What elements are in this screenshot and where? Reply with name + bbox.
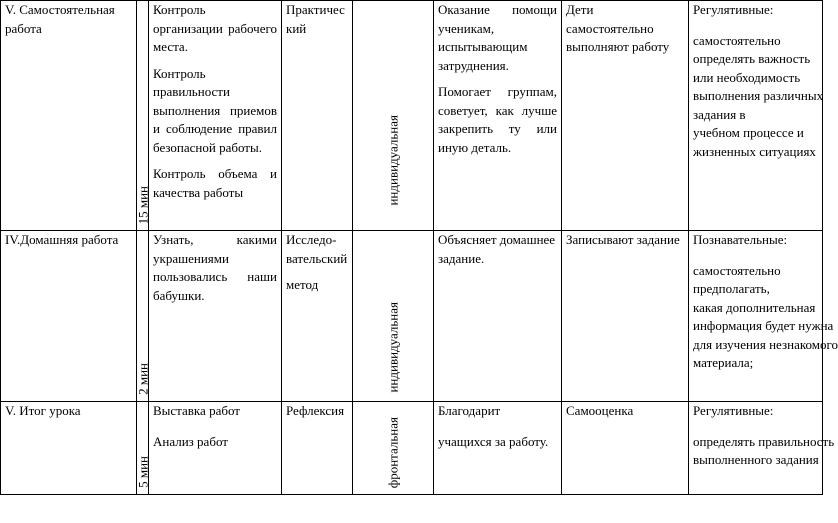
content-text-2: Анализ работ	[153, 433, 228, 449]
students-cell	[562, 1, 689, 231]
content-text-3: Контроль объема и качества работы	[153, 166, 277, 200]
content-text-1: Выставка работ	[153, 403, 240, 418]
stage-cell	[1, 1, 137, 231]
students-text: Записывают задание	[566, 232, 680, 247]
method-cell	[282, 402, 353, 495]
stage-label: V. Итог урока	[5, 403, 81, 418]
teacher-text-2: Помогает группам, советует, как лучше закрепить ту или иную деталь.	[438, 84, 557, 155]
content-text-2: Контроль правильности выполнения приемов и соблюдение правил безопасной работы.	[153, 65, 277, 155]
method-label: Практический	[286, 2, 345, 36]
method-line: Исследо-	[286, 232, 337, 247]
form-cell	[353, 231, 434, 402]
students-text: Дети самостоятельно выполняют работу	[566, 2, 670, 54]
uud-cell	[689, 402, 835, 495]
table-row	[1, 1, 823, 231]
form-label: индивидуальная	[385, 302, 401, 393]
uud-line: или необходимость	[693, 69, 801, 85]
stage-label: V. Самостоятельная работа	[5, 2, 115, 36]
uud-title: Регулятивные:	[693, 2, 774, 17]
uud-line: выполненного задания	[693, 452, 819, 467]
teacher-cell	[434, 231, 562, 402]
uud-line: учебном процессе и	[693, 125, 804, 140]
method-cell	[282, 1, 353, 231]
teacher-cell	[434, 1, 562, 231]
uud-line: определять правильность	[693, 433, 835, 449]
form-cell	[353, 402, 434, 495]
time-label: 5 мин	[135, 456, 150, 488]
teacher-cell	[434, 402, 562, 495]
method-label: Рефлексия	[286, 403, 345, 418]
table-row	[1, 402, 823, 495]
stage-cell	[1, 402, 137, 495]
uud-line: какая дополнительная	[693, 299, 816, 315]
method-line: метод	[286, 277, 319, 292]
time-cell	[137, 1, 149, 231]
uud-cell	[689, 231, 838, 402]
stage-label: IV.Домашняя работа	[5, 232, 119, 247]
uud-line: выполнения различных	[693, 88, 824, 103]
uud-title: Познавательные:	[693, 232, 788, 247]
time-label: 15 мин	[135, 185, 150, 224]
uud-line: жизненных ситуациях	[693, 143, 816, 159]
time-label: 2 мин	[135, 363, 150, 395]
uud-line: для изучения незнакомого	[693, 336, 838, 352]
uud-line: задания в	[693, 106, 746, 122]
uud-line: самостоятельно	[693, 262, 781, 278]
content-cell	[149, 1, 282, 231]
uud-line: информация будет нужна	[693, 318, 834, 333]
method-cell	[282, 231, 353, 402]
students-cell	[562, 231, 689, 402]
time-cell	[137, 231, 149, 402]
teacher-text-1: Объясняет домашнее задание.	[438, 232, 556, 266]
form-label: фронтальная	[385, 416, 401, 488]
teacher-text-1: Благодарит	[438, 403, 501, 418]
form-label: индивидуальная	[385, 115, 401, 206]
uud-line: определять важность	[693, 51, 811, 66]
time-cell	[137, 402, 149, 495]
stage-cell	[1, 231, 137, 402]
uud-line: самостоятельно	[693, 32, 781, 48]
uud-line: материала;	[693, 355, 754, 370]
teacher-text-1: Оказание помощи ученикам, испытывающим затруднения.	[438, 2, 557, 73]
students-cell	[562, 402, 689, 495]
content-text-1: Контроль организации рабочего места.	[153, 2, 277, 54]
uud-line: предполагать,	[693, 281, 770, 296]
form-cell	[353, 1, 434, 231]
content-text-1: Узнать, какими украшениями пользовались наши бабушки.	[153, 232, 277, 303]
content-cell	[149, 402, 282, 495]
table-row	[1, 231, 823, 402]
students-text: Самооценка	[566, 403, 634, 418]
uud-cell	[689, 1, 823, 231]
uud-title: Регулятивные:	[693, 403, 774, 418]
method-line: вательский	[286, 250, 348, 266]
content-cell	[149, 231, 282, 402]
teacher-text-2: учащихся за работу.	[438, 433, 549, 449]
